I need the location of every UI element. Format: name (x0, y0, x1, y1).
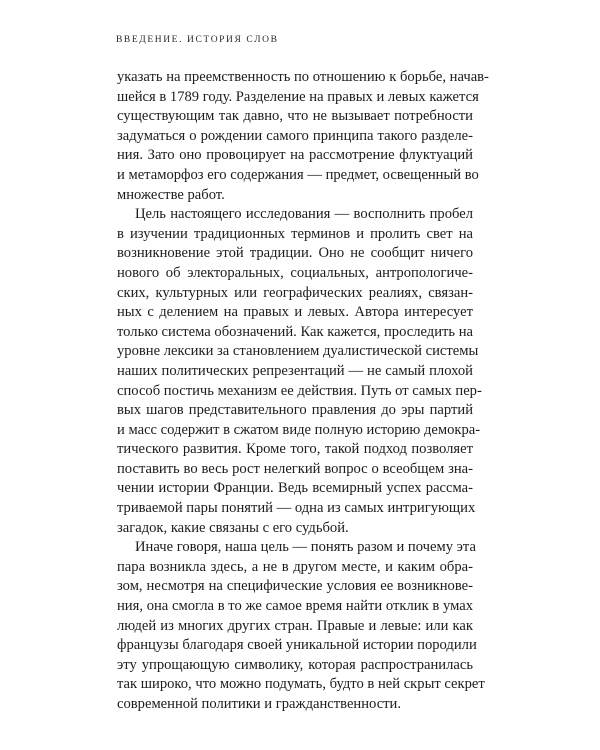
text-line: уровне лексики за становлением дуалистической системы (117, 343, 479, 360)
text-line: современной политики и гражданственности. (117, 696, 402, 712)
text-line: чении истории Франции. Ведь всемирный успех рассма- (117, 480, 473, 497)
text-line: загадок, какие связаны с его судьбой. (117, 519, 349, 536)
text-line: и метаморфоз его содержания — предмет, освещенный во (117, 166, 479, 183)
text-line: в изучении традиционных терминов и пролить свет на (117, 225, 473, 242)
text-line: зом, несмотря на специфические условия ее возникнове- (117, 578, 473, 595)
paragraph-1 (117, 68, 489, 205)
text-line: и масс содержит в сжатом виде полную историю демокра- (117, 421, 481, 438)
text-line: ния, она смогла в то же самое время найти отклик в умах (117, 598, 473, 615)
text-line: ния. Зато оно провоцирует на рассмотрение флуктуаций (117, 147, 473, 164)
text-line: только система обозначений. Как кажется, проследить на (117, 323, 473, 340)
running-head: ВВЕДЕНИЕ. ИСТОРИЯ СЛОВ (116, 35, 279, 45)
text-line: возникновение этой традиции. Оно не сообщит ничего (117, 245, 473, 262)
text-line: задуматься о рождении самого принципа такого разделе- (117, 127, 473, 144)
text-line: ских, культурных или географических реалиях, связан- (117, 284, 473, 301)
text-line: ных с делением на правых и левых. Автора интересует (117, 304, 473, 321)
text-line: вых шагов представительного правления до эры партий (117, 402, 473, 419)
text-line: поставить во весь рост нелегкий вопрос о всеобщем зна- (117, 460, 473, 477)
text-line: пара возникла здесь, а не в другом месте, и каким обра- (117, 558, 473, 575)
body-text (117, 68, 489, 715)
text-line: триваемой пары понятий — одна из самых интригующих (117, 500, 476, 517)
paragraph-3 (117, 538, 485, 714)
text-line: тического развития. Кроме того, такой подход позволяет (117, 441, 473, 458)
text-line: шейся в 1789 году. Разделение на правых и левых кажется (117, 88, 479, 105)
text-line: французы благодаря своей уникальной истории породили (117, 637, 477, 654)
text-line: так широко, что можно подумать, будто в ней скрыт секрет (117, 676, 485, 693)
text-line: Цель настоящего исследования — восполнить пробел (135, 206, 473, 223)
text-line: людей из многих других стран. Правые и левые: или как (117, 617, 473, 634)
text-line: существующим так давно, что не вызывает потребности (117, 108, 473, 125)
paragraph-2 (117, 205, 482, 538)
text-line: указать на преемственность по отношению к борьбе, начав- (117, 69, 489, 85)
text-line: эту упрощающую символику, которая распространилась (117, 656, 473, 673)
text-line: нового об электоральных, социальных, антропологиче- (117, 264, 473, 281)
text-line: множестве работ. (117, 186, 225, 203)
text-line: способ постичь механизм ее действия. Путь от самых пер- (117, 382, 482, 399)
text-line: наших политических репрезентаций — не самый плохой (117, 362, 473, 379)
text-line: Иначе говоря, наша цель — понять разом и почему эта (135, 539, 476, 556)
